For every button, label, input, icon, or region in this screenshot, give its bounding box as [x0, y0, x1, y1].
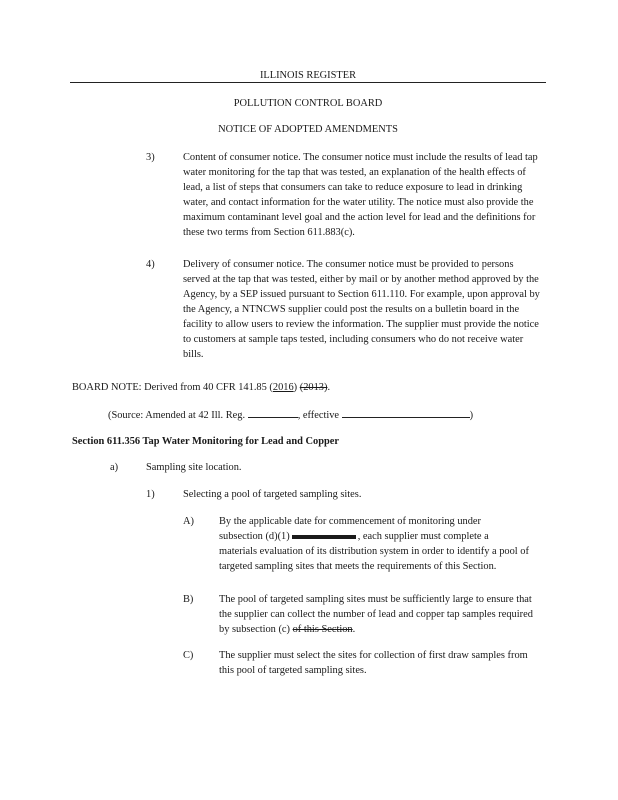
item-4-text: Delivery of consumer notice. The consumer notice must be provided to persons served at the tap that was tested, either by mail or by another method approved by the Agency, by a SEP issued pursuant to Section 611.110. For example, upon approval by the Agency, a NTNCWS supplier could post the results on a bulletin board in the facility to allow users to review the information. The supplier must provide the notice to customers at sample taps tested, including consumers who do not receive water bills.	[183, 259, 540, 360]
register-title: ILLINOIS REGISTER	[259, 70, 357, 81]
redacted-text	[292, 535, 356, 539]
board-note-paren: )	[293, 382, 298, 393]
subitem-a-label: A)	[183, 516, 194, 527]
subitem-c-label: C)	[183, 650, 194, 661]
effective-date-blank	[342, 406, 470, 418]
subitem-a-rest: materials evaluation of its distribution system in order to identify a pool of targeted sampling sites that meets the requirements of this Section.	[219, 546, 529, 572]
sub1-text: Selecting a pool of targeted sampling sites.	[183, 489, 362, 500]
subitem-a-line2-pre: subsection (d)(1)	[219, 531, 290, 542]
subitem-b-text	[219, 592, 544, 637]
board-note-end: .	[327, 382, 331, 393]
board-note	[72, 380, 552, 395]
subsection-a-label: a)	[110, 462, 119, 473]
board-note-deleted: (2013)	[299, 382, 328, 393]
board-note-prefix: BOARD NOTE: Derived from 40 CFR 141.85 (	[72, 382, 273, 393]
board-title: POLLUTION CONTROL BOARD	[233, 98, 383, 109]
subitem-b-deleted: of this Section	[292, 624, 353, 635]
notice-title: NOTICE OF ADOPTED AMENDMENTS	[218, 124, 398, 135]
source-line	[108, 406, 548, 423]
item-3-text: Content of consumer notice. The consumer notice must include the results of lead tap water monitoring for the tap that was tested, an explanation of the health effects of lead, a list of steps that consumers can take to reduce exposure to lead in drinking water, and contact information for the water utility. The notice must also provide the maximum contaminant level goal and the action level for lead and the definitions for these two terms from Section 611.883(c).	[183, 152, 538, 238]
subitem-a-body	[219, 514, 544, 574]
subitem-a-line2-post: , each supplier must complete a	[357, 531, 489, 542]
subitem-b-main: The pool of targeted sampling sites must be sufficiently large to ensure that the supplier can collect the number of lead and copper tap samples required by subsection (c)	[219, 594, 533, 635]
subitem-a-line1: By the applicable date for commencement of monitoring under	[219, 516, 481, 527]
source-open: (Source: Amended at 42 Ill. Reg.	[108, 410, 246, 421]
source-effective: , effective	[297, 410, 340, 421]
subitem-c-text: The supplier must select the sites for collection of first draw samples from this pool of targeted sampling sites.	[219, 650, 528, 676]
section-heading: Section 611.356 Tap Water Monitoring for Lead and Copper	[72, 436, 340, 447]
item-4-number: 4)	[146, 259, 155, 270]
sub1-label: 1)	[146, 489, 155, 500]
subitem-b-label: B)	[183, 594, 194, 605]
subitem-a-line2	[219, 529, 544, 544]
register-blank	[248, 406, 298, 418]
subsection-a-text: Sampling site location.	[146, 462, 242, 473]
subitem-b-end: .	[352, 624, 356, 635]
board-note-inserted: 2016	[272, 382, 294, 393]
source-close: )	[469, 410, 474, 421]
item-3-number: 3)	[146, 152, 155, 163]
